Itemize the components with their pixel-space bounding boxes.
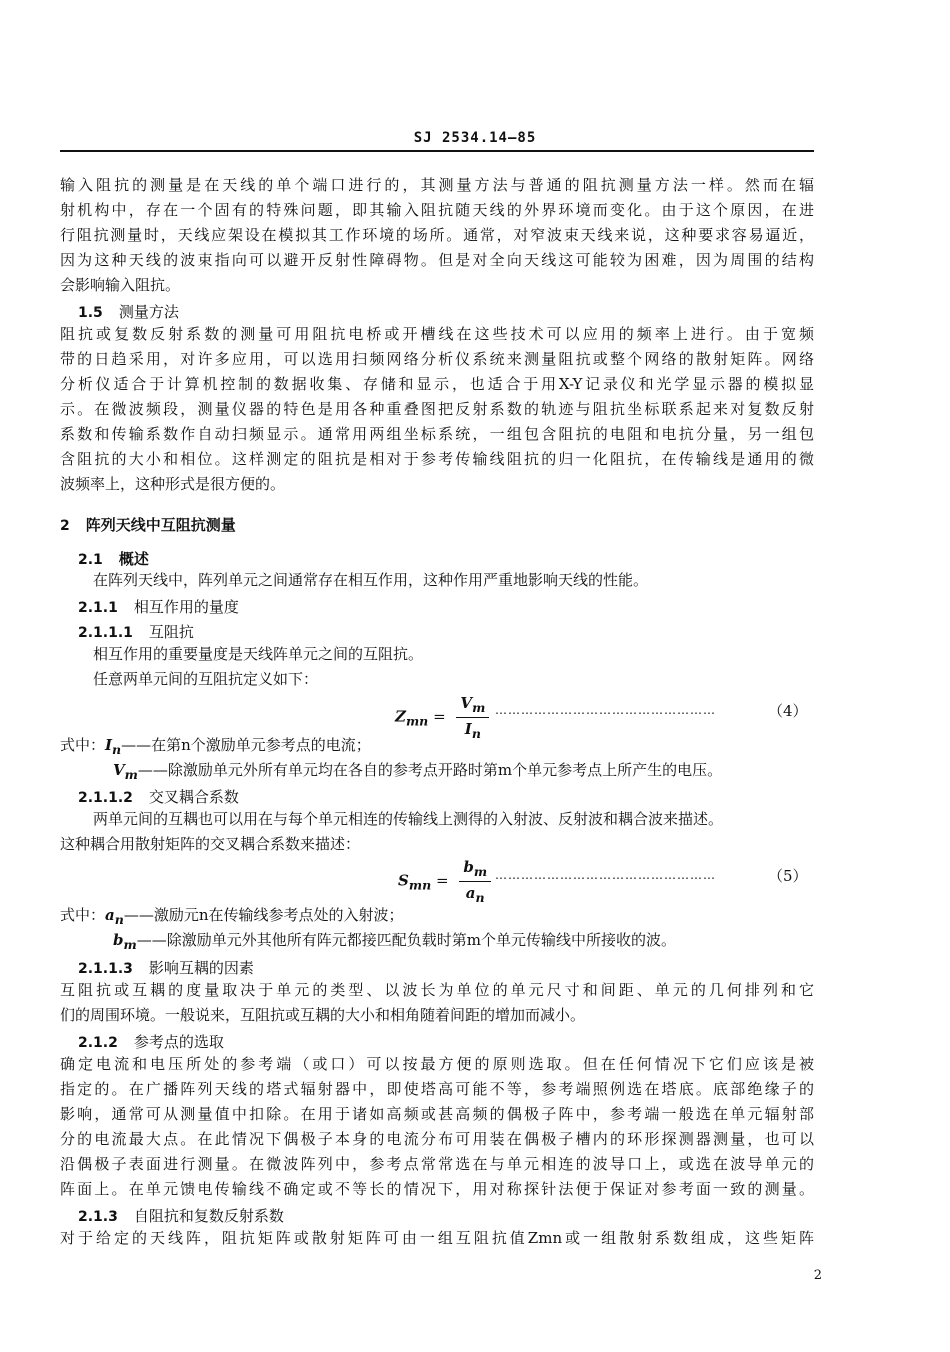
standard-header: SJ 2534.14—85: [413, 130, 537, 146]
heading-2-1-2: 2.1.2 参考点的选取: [78, 1033, 224, 1051]
para-2-1-1-1b: 任意两单元间的互阻抗定义如下：: [93, 670, 319, 688]
para-2-1-2-line2: 指定的。在广播阵列天线的塔式辐射器中，即使塔高可能不等，参考端照例选在塔底。底部绝缘子的: [60, 1080, 814, 1098]
heading-2-1: 2.1 概述: [78, 550, 149, 568]
heading-2: 2 阵列天线中互阻抗测量: [60, 516, 236, 534]
para2-line3: 分析仪适合于计算机控制的数据收集、存储和显示，也适合于用X-Y记录仪和光学显示器的模拟显: [60, 375, 814, 393]
para2-line6: 含阻抗的大小和相位。这样测定的阻抗是相对于参考传输线阻抗的归一化阻抗，在传输线是通用的微: [60, 450, 814, 468]
para1-line3: 行阻抗测量时，天线应架设在模拟其工作环境的场所。通常，对窄波束天线来说，这种要求容易逼近，: [60, 226, 814, 244]
para2-line7: 波频率上，这种形式是很方便的。: [60, 475, 286, 493]
heading-2-1-1: 2.1.1 相互作用的量度: [78, 598, 239, 616]
para2-line5: 系数和传输系数作自动扫频显示。通常用两组坐标系统，一组包含阻抗的电阻和电抗分量，另一组包: [60, 425, 814, 443]
formula-4-leader: ……………………………………………: [495, 703, 716, 717]
para1-line4: 因为这种天线的波束指向可以避开反射性障碍物。但是对全向天线这可能较为困难，因为周围的结构: [60, 251, 814, 269]
formula-4-label: （4）: [768, 702, 808, 720]
para-2-1-2-line3: 影响，通常可从测量值中扣除。在用于诸如高频或甚高频的偶极子阵中，参考端一般选在单元辐射部: [60, 1105, 814, 1123]
heading-1-5: 1.5 测量方法: [78, 303, 179, 321]
para1-line5: 会影响输入阻抗。: [60, 276, 181, 294]
para-2-1-1-2b: 这种耦合用散射矩阵的交叉耦合系数来描述：: [60, 835, 361, 853]
para2-line2: 带的日趋采用，对许多应用，可以选用扫频网络分析仪系统来测量阻抗或整个网络的散射矩阵。网络: [60, 350, 814, 368]
para2-line4: 示。在微波频段，测量仪器的特色是用各种重叠图把反射系数的轨迹与阻抗坐标联系起来对复数反射: [60, 400, 814, 418]
formula-5-leader: ……………………………………………: [495, 868, 716, 882]
formula-5: $S_{mn}$ = $\frac{b_m}{a_n}$: [398, 858, 491, 905]
para-2-1: 在阵列天线中，阵列单元之间通常存在相互作用，这种作用严重地影响天线的性能。: [93, 571, 649, 589]
para-2-1-1-3-line1: 互阻抗或互耦的度量取决于单元的类型、以波长为单位的单元尺寸和间距、单元的几何排列和它: [60, 981, 814, 999]
para1-line1: 输入阻抗的测量是在天线的单个端口进行的，其测量方法与普通的阻抗测量方法一样。然而在辐: [60, 176, 814, 194]
para-2-1-2-line4: 分的电流最大点。在此情况下偶极子本身的电流分布可用装在偶极子槽内的环形探测器测量，也可以: [60, 1130, 814, 1148]
para-2-1-2-line6: 阵面上。在单元馈电传输线不确定或不等长的情况下，用对称探针法便于保证对参考面一致的测量。: [60, 1180, 814, 1198]
heading-2-1-1-2: 2.1.1.2 交叉耦合系数: [78, 788, 239, 806]
heading-2-1-1-3: 2.1.1.3 影响互耦的因素: [78, 959, 254, 977]
para-2-1-1-2a: 两单元间的互耦也可以用在与每个单元相连的传输线上测得的入射波、反射波和耦合波来描述。: [93, 810, 724, 828]
para-2-1-3-line1: 对于给定的天线阵，阻抗矩阵或散射矩阵可由一组互阻抗值Zmn或一组散射系数组成，这些矩阵: [60, 1229, 814, 1247]
para-2-1-2-line1: 确定电流和电压所处的参考端（或口）可以按最方便的原则选取。但在任何情况下它们应该是被: [60, 1055, 814, 1073]
heading-2-1-1-1: 2.1.1.1 互阻抗: [78, 623, 194, 641]
para1-line2: 射机构中，存在一个固有的特殊问题，即其输入阻抗随天线的外界环境而变化。由于这个原因，在进: [60, 201, 814, 219]
where-4-line1: 式中：$I_n——$在第n个激励单元参考点的电流；: [60, 736, 371, 757]
where-5-line1: 式中：$a_n——$激励元n在传输线参考点处的入射波；: [60, 906, 404, 927]
header-rule: [60, 150, 814, 152]
para-2-1-1-3-line2: 们的周围环境。一般说来，互阻抗或互耦的大小和相角随着间距的增加而减小。: [60, 1006, 586, 1024]
para-2-1-1-1a: 相互作用的重要量度是天线阵单元之间的互阻抗。: [93, 645, 424, 663]
where-5-line2: $b_m——$除激励单元外其他所有阵元都接匹配负载时第m个单元传输线中所接收的波。: [113, 931, 676, 952]
heading-2-1-3: 2.1.3 自阻抗和复数反射系数: [78, 1207, 284, 1225]
formula-4: $Z_{mn}$ = $\frac{V_m}{I_n}$: [395, 694, 489, 741]
formula-5-label: （5）: [768, 867, 808, 885]
where-4-line2: $V_m——$除激励单元外所有单元均在各自的参考点开路时第m个单元参考点上所产生的电压。: [113, 761, 723, 782]
para2-line1: 阻抗或复数反射系数的测量可用阻抗电桥或开槽线在这些技术可以应用的频率上进行。由于宽频: [60, 325, 814, 343]
para-2-1-2-line5: 沿偶极子表面进行测量。在微波阵列中，参考点常常选在与单元相连的波导口上，或选在波导单元的: [60, 1155, 814, 1173]
page-number: 2: [813, 1268, 822, 1283]
